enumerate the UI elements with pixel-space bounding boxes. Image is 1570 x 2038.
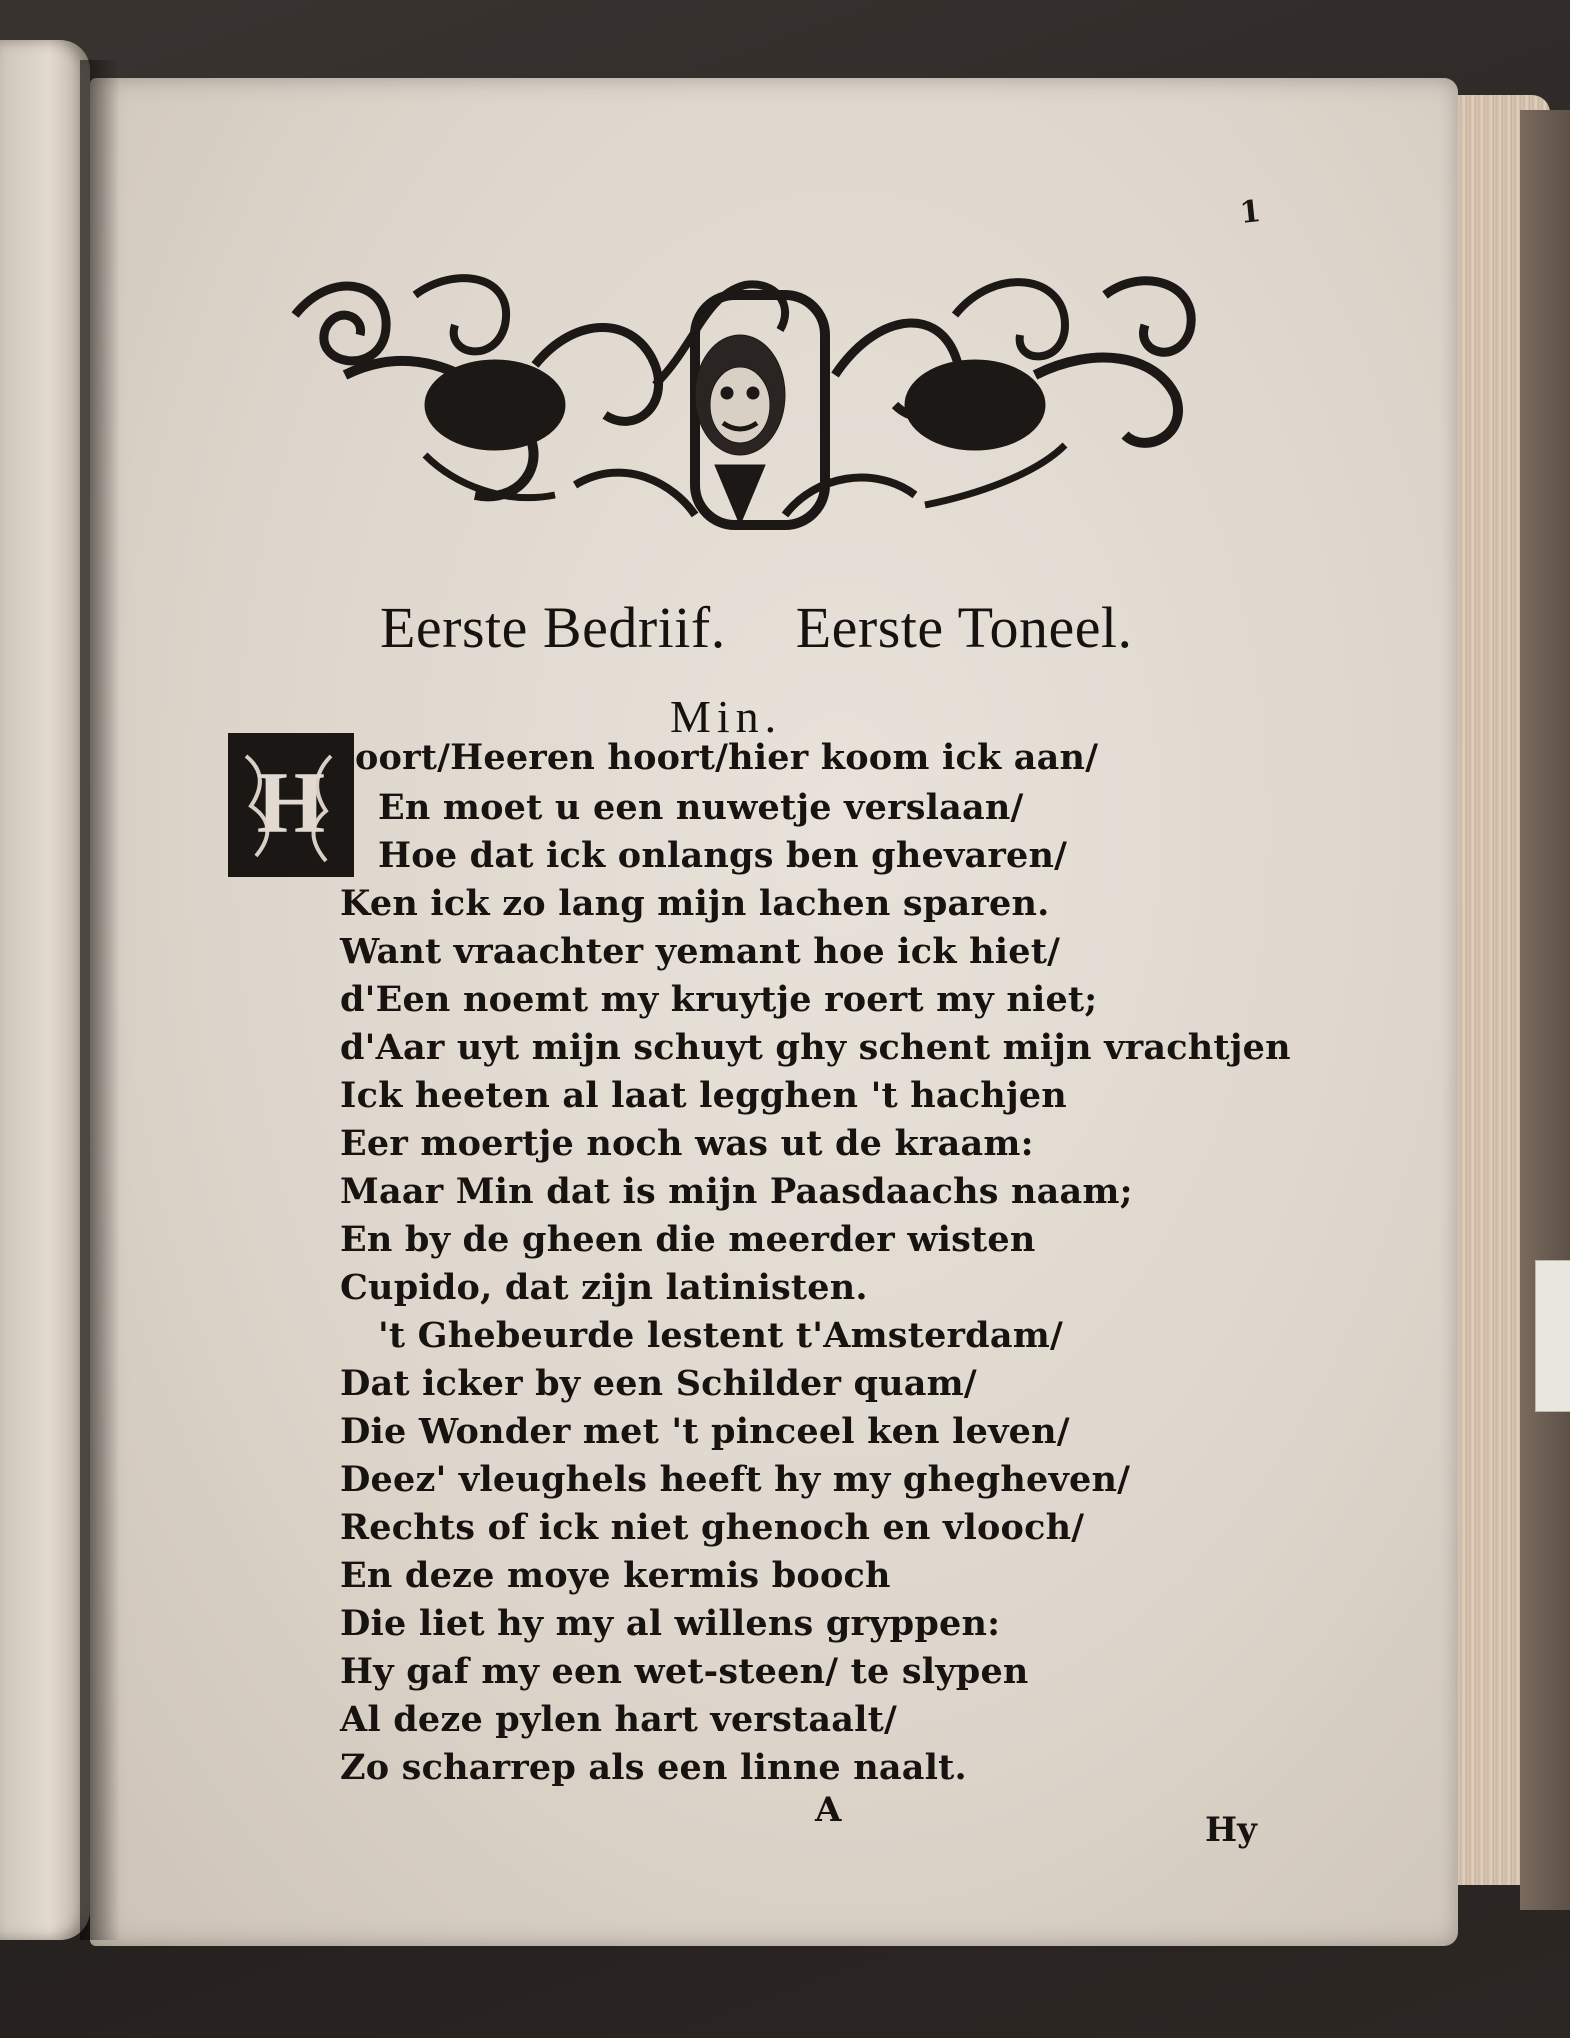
verse-line: Deez' vleughels heeft hy my ghegheven/ <box>340 1459 1131 1500</box>
verse-line: 't Ghebeurde lestent t'Amsterdam/ <box>378 1315 1063 1356</box>
verse-line: d'Aar uyt mijn schuyt ghy schent mijn vrachtjen <box>340 1027 1291 1068</box>
speaker-name: Min. <box>670 691 783 742</box>
verse-line: Ick heeten al laat legghen 't hachjen <box>340 1075 1067 1116</box>
verse-line: Hoe dat ick onlangs ben ghevaren/ <box>378 835 1068 876</box>
verse-line: Want vraachter yemant hoe ick hiet/ <box>340 931 1061 972</box>
catchword: Hy <box>1205 1810 1257 1850</box>
spine-shadow <box>80 60 120 1940</box>
verse-line: Eer moertje noch was ut de kraam: <box>340 1123 1034 1164</box>
verse-line: Al deze pylen hart verstaalt/ <box>340 1699 897 1740</box>
verse-line: Dat icker by een Schilder quam/ <box>340 1363 977 1404</box>
verse-line: Zo scharrep als een linne naalt. <box>340 1747 967 1788</box>
decorated-initial <box>228 733 354 877</box>
verse-line: Ken ick zo lang mijn lachen sparen. <box>340 883 1050 924</box>
verse-line: Die Wonder met 't pinceel ken leven/ <box>340 1411 1070 1452</box>
act-scene-heading <box>380 594 1160 661</box>
verse-line: oort/Heeren hoort/hier koom ick aan/ <box>355 737 1099 778</box>
left-page-edge <box>0 40 90 1940</box>
initial-ornament <box>231 736 351 874</box>
act-title: Eerste Bedriif. <box>380 595 726 660</box>
scene-title: Eerste Toneel. <box>795 595 1133 660</box>
book-cover <box>1520 110 1570 1910</box>
paper-slip <box>1535 1260 1570 1412</box>
ornamental-headpiece <box>275 255 1210 545</box>
verse-line: Maar Min dat is mijn Paasdaachs naam; <box>340 1171 1133 1212</box>
signature-mark: A <box>815 1790 842 1830</box>
verse-line: En moet u een nuwetje verslaan/ <box>378 787 1024 828</box>
verse-line: Cupido, dat zijn latinisten. <box>340 1267 868 1308</box>
initial-letter: H <box>256 755 326 852</box>
verse-line: En deze moye kermis booch <box>340 1555 891 1596</box>
verse-line: Hy gaf my een wet-steen/ te slypen <box>340 1651 1029 1692</box>
verse-line: Die liet hy my al willens gryppen: <box>340 1603 1001 1644</box>
page-number: 1 <box>1238 194 1263 231</box>
verse-line: d'Een noemt my kruytje roert my niet; <box>340 979 1098 1020</box>
verse-line: En by de gheen die meerder wisten <box>340 1219 1036 1260</box>
verse-line: Rechts of ick niet ghenoch en vlooch/ <box>340 1507 1085 1548</box>
